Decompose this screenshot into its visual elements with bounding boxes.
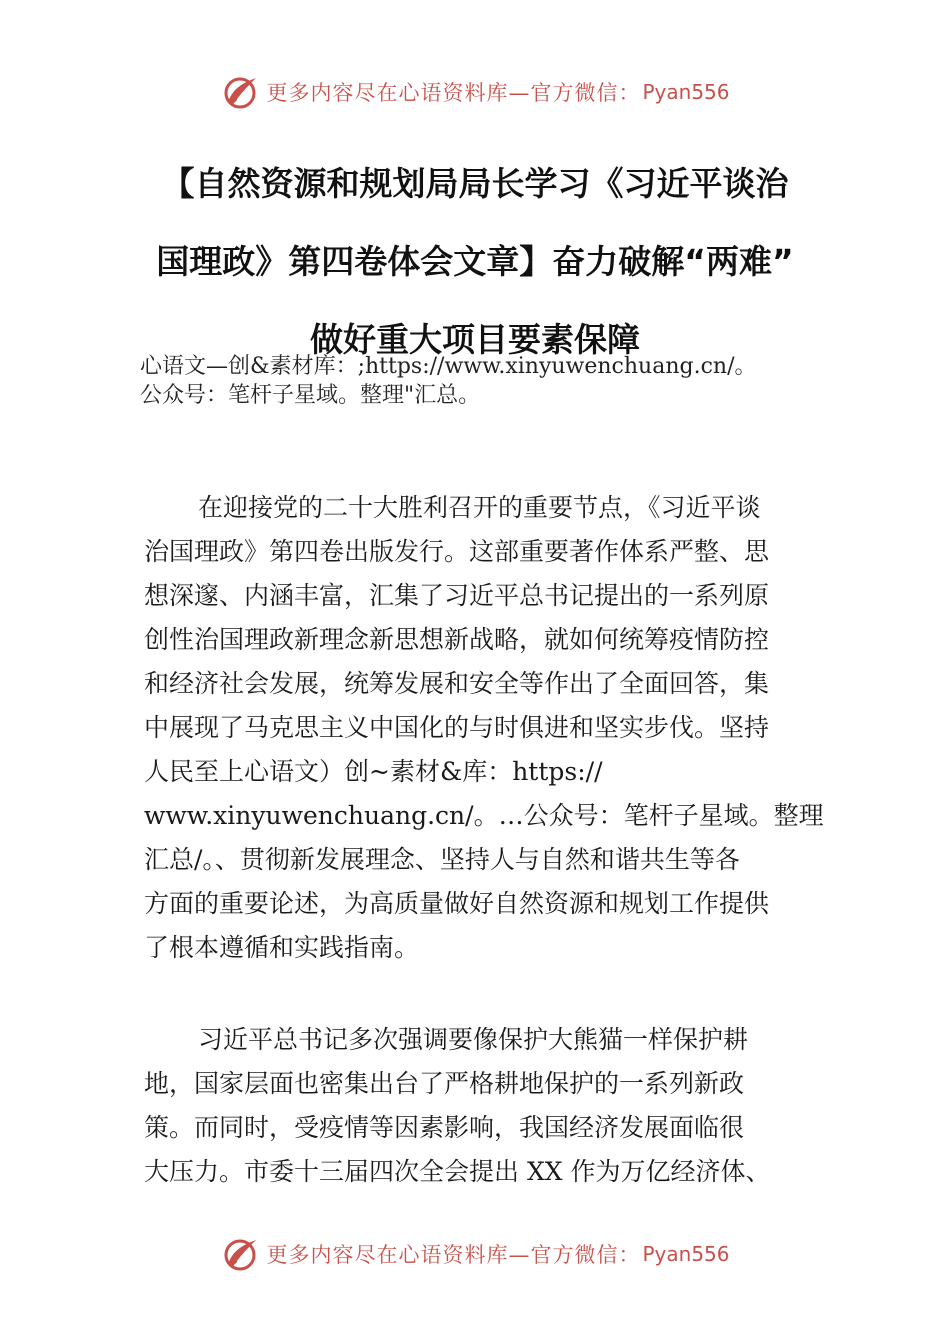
paragraph-line: www.xinyuwenchuang.cn/。…公众号：笔杆子星域。整理 xyxy=(144,801,824,830)
document-title xyxy=(100,145,850,379)
paragraph-line: 大压力。市委十三届四次全会提出 XX 作为万亿经济体、 xyxy=(144,1157,771,1186)
header-banner xyxy=(0,70,950,114)
banner-wechat-id: Pyan556 xyxy=(642,80,730,104)
title-line: 国理政》第四卷体会文章】奋力破解“两难” xyxy=(156,242,794,281)
paragraph-line: 策。而同时，受疫情等因素影响，我国经济发展面临很 xyxy=(144,1113,745,1142)
paragraph-line: 中展现了马克思主义中国化的与时俱进和坚实步伐。坚持 xyxy=(144,713,770,742)
paragraph-line: 创性治国理政新理念新思想新战略，就如何统筹疫情防控 xyxy=(144,625,770,654)
title-line: 做好重大项目要素保障 xyxy=(310,320,640,359)
paragraph-line: 想深邃、内涵丰富，汇集了习近平总书记提出的一系列原 xyxy=(144,581,770,610)
paragraph-line: 在迎接党的二十大胜利召开的重要节点，《习近平谈 xyxy=(198,493,761,522)
paragraph-line: 汇总/。、贯彻新发展理念、坚持人与自然和谐共生等各 xyxy=(144,845,740,874)
title-line: 【自然资源和规划局局长学习《习近平谈治 xyxy=(161,164,789,203)
paragraph-line: 人民至上心语文）创~素材&库：https:// xyxy=(144,757,603,786)
ink-brush-logo-icon xyxy=(220,1234,260,1274)
banner-text: 更多内容尽在心语资料库—官方微信： xyxy=(266,81,641,105)
paragraph-line: 和经济社会发展，统筹发展和安全等作出了全面回答，集 xyxy=(144,669,770,698)
paragraph-1 xyxy=(144,486,834,970)
paragraph-line: 方面的重要论述，为高质量做好自然资源和规划工作提供 xyxy=(144,889,770,918)
paragraph-line: 治国理政》第四卷出版发行。这部重要著作体系严整、思 xyxy=(144,537,770,566)
source-line: 公众号：笔杆子星域。整理"汇总。 xyxy=(140,383,481,408)
paragraph-2 xyxy=(144,1018,834,1194)
source-line: 心语文—创&素材库：;https://www.xinyuwenchuang.cn/。 xyxy=(140,354,757,379)
banner-text: 更多内容尽在心语资料库—官方微信： xyxy=(266,1243,641,1267)
ink-brush-logo-icon xyxy=(220,72,260,112)
source-note xyxy=(140,352,840,410)
paragraph-line: 地，国家层面也密集出台了严格耕地保护的一系列新政 xyxy=(144,1069,745,1098)
paragraph-line: 习近平总书记多次强调要像保护大熊猫一样保护耕 xyxy=(198,1025,749,1054)
paragraph-line: 了根本遵循和实践指南。 xyxy=(144,933,420,962)
banner-wechat-id: Pyan556 xyxy=(642,1242,730,1266)
footer-banner xyxy=(0,1232,950,1276)
